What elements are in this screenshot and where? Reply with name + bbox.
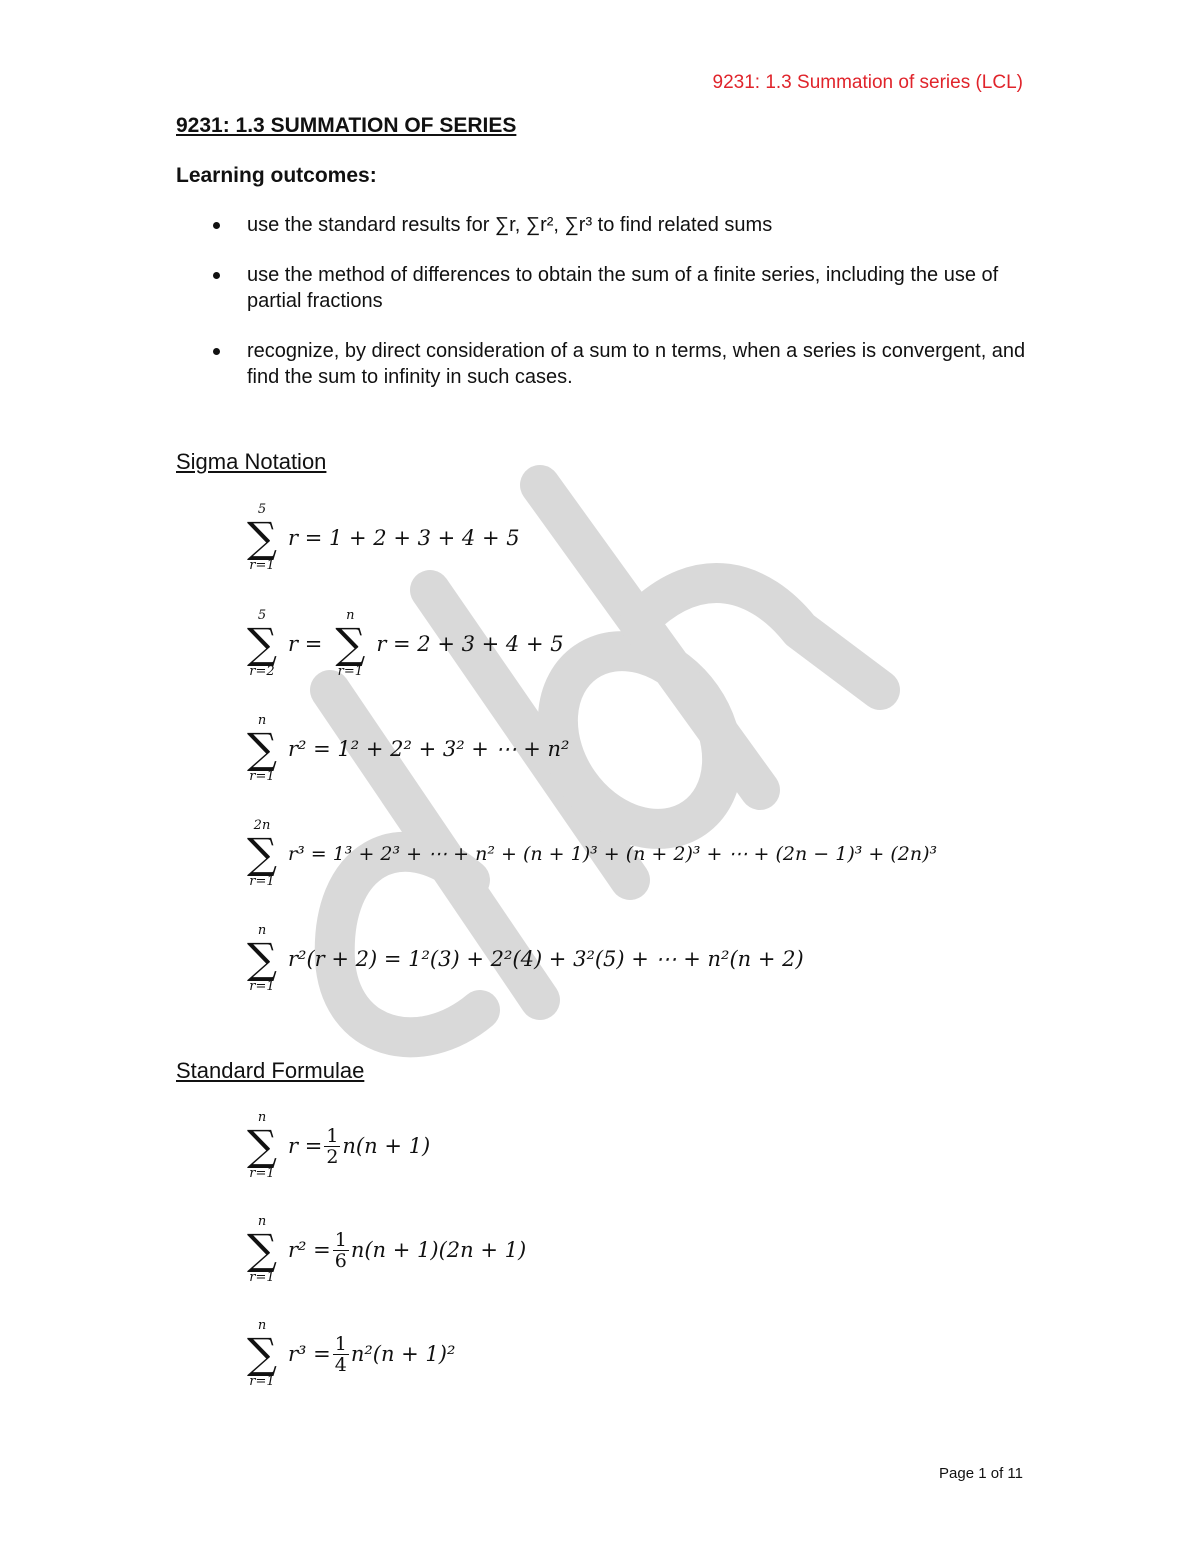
running-header: 9231: 1.3 Summation of series (LCL) <box>712 72 1023 93</box>
sigma-symbol: 2n ∑ r=1 <box>247 818 277 889</box>
sigma-symbol: n ∑ r=1 <box>247 923 277 994</box>
sigma-symbol: 5 ∑ r=2 <box>247 608 277 679</box>
sigma-equation: 5 ∑ r=1 r = 1 + 2 + 3 + 4 + 5 <box>242 502 520 574</box>
sigma-equation: n ∑ r=1 r²(r + 2) = 1²(3) + 2²(4) + 3²(5) + ⋯ + n²(n + 2) <box>242 923 804 995</box>
learning-outcomes-list <box>176 212 1036 414</box>
formula-equation: n ∑ r=1 r = $\frac{1}{2}$ n(n + 1) <box>242 1110 430 1182</box>
formula-equation: n ∑ r=1 r² = $\frac{1}{6}$ n(n + 1)(2n + 1) <box>242 1214 526 1286</box>
fraction: $\frac{1}{6}$ <box>334 1228 347 1272</box>
bullet-icon <box>213 348 220 355</box>
sigma-symbol: n ∑ r=1 <box>247 1110 277 1181</box>
sigma-equation: 2n ∑ r=1 r³ = 1³ + 2³ + ⋯ + n² + (n + 1)³ + (n + 2)³ + ⋯ + (2n − 1)³ + (2n)³ <box>242 818 937 890</box>
learning-outcomes-heading: Learning outcomes: <box>176 164 377 187</box>
watermark-letter-h-arch <box>640 583 880 690</box>
standard-formulae-heading: Standard Formulae <box>176 1058 365 1083</box>
fraction: $\frac{1}{4}$ <box>334 1332 347 1376</box>
list-item: use the method of differences to obtain the sum of a finite series, including the use of partial fractions <box>176 262 1036 314</box>
sigma-equation: 5 ∑ r=2 r = n ∑ r=1 r = 2 + 3 + 4 + 5 <box>242 608 564 680</box>
sigma-equation: n ∑ r=1 r² = 1² + 2² + 3² + ⋯ + n² <box>242 713 569 785</box>
bullet-icon <box>213 222 220 229</box>
formula-equation: n ∑ r=1 r³ = $\frac{1}{4}$ n²(n + 1)² <box>242 1318 455 1390</box>
watermark-letter-h-stem <box>540 485 760 790</box>
sigma-symbol: n ∑ r=1 <box>247 713 277 784</box>
fraction: $\frac{1}{2}$ <box>326 1124 339 1168</box>
sigma-symbol: n ∑ r=1 <box>335 608 366 679</box>
bullet-icon <box>213 272 220 279</box>
document-title: 9231: 1.3 SUMMATION OF SERIES <box>176 114 517 137</box>
sigma-symbol: n ∑ r=1 <box>247 1214 277 1285</box>
sigma-symbol: 5 ∑ r=1 <box>247 502 277 573</box>
sigma-notation-heading: Sigma Notation <box>176 449 327 474</box>
sigma-symbol: n ∑ r=1 <box>247 1318 277 1389</box>
list-item: recognize, by direct consideration of a sum to n terms, when a series is convergent, and find the sum to infinity in such cases. <box>176 338 1036 390</box>
page-number: Page 1 of 11 <box>939 1465 1023 1482</box>
list-item: use the standard results for ∑r, ∑r², ∑r³ to find related sums <box>176 212 1036 238</box>
